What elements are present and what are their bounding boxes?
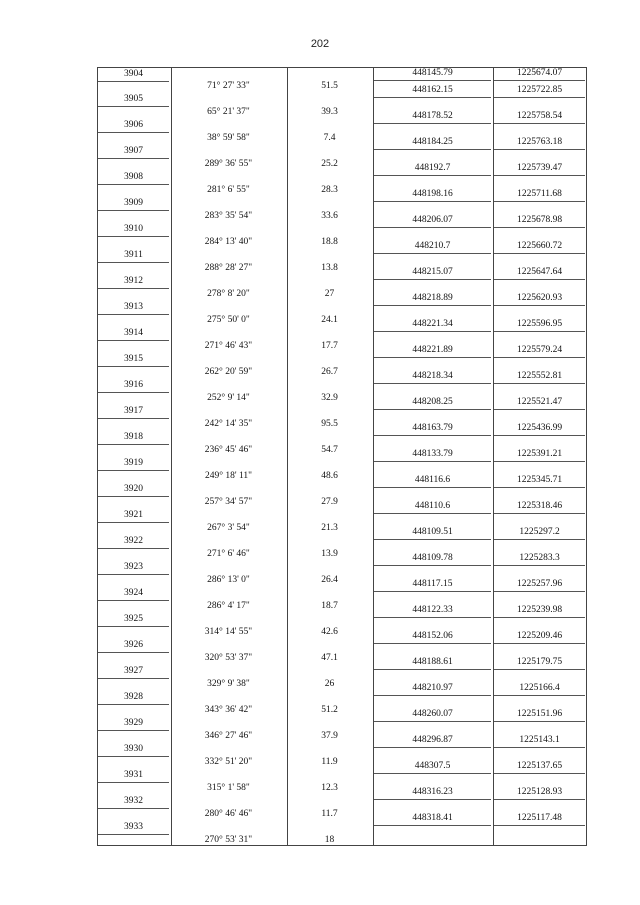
direction-angle: 315° 1' 58"	[207, 783, 250, 793]
point-number: 3917	[98, 405, 169, 419]
direction-angle: 320° 53' 37"	[204, 653, 253, 663]
table-row	[98, 418, 586, 444]
x-coordinate: 448218.89	[374, 292, 491, 306]
x-coordinate: 448307.5	[374, 760, 491, 774]
table-row	[98, 158, 586, 184]
x-coordinate	[374, 838, 491, 852]
x-coordinate: 448208.25	[374, 396, 491, 410]
direction-angle: 267° 3' 54"	[207, 523, 250, 533]
distance: 18.7	[321, 601, 338, 611]
point-number: 3905	[98, 93, 169, 107]
x-coordinate: 448184.25	[374, 136, 491, 150]
y-coordinate: 1225763.18	[494, 136, 585, 150]
distance: 13.8	[321, 263, 338, 273]
distance: 27	[324, 289, 335, 299]
distance: 11.9	[321, 757, 338, 767]
table-row	[98, 132, 586, 158]
x-coordinate: 448318.41	[374, 812, 491, 826]
y-coordinate: 1225552.81	[494, 370, 585, 384]
table-row	[98, 496, 586, 522]
direction-angle: 280° 46' 46"	[204, 809, 253, 819]
direction-angle: 38° 59' 58"	[207, 133, 250, 143]
point-number: 3915	[98, 353, 169, 367]
x-coordinate: 448152.06	[374, 630, 491, 644]
direction-angle: 71° 27' 33"	[207, 81, 250, 91]
table-row	[98, 704, 586, 730]
distance: 13.9	[321, 549, 338, 559]
table-row	[98, 106, 586, 132]
point-number: 3911	[98, 249, 169, 263]
distance: 26.7	[321, 367, 338, 377]
y-coordinate: 1225678.98	[494, 214, 585, 228]
table-row	[98, 756, 586, 782]
y-coordinate: 1225647.64	[494, 266, 585, 280]
direction-angle: 65° 21' 37"	[207, 107, 250, 117]
distance: 21.3	[321, 523, 338, 533]
y-coordinate: 1225128.93	[494, 786, 585, 800]
direction-angle: 346° 27' 46"	[204, 731, 253, 741]
point-number: 3929	[98, 717, 169, 731]
x-coordinate: 448260.07	[374, 708, 491, 722]
direction-angle: 271° 46' 43"	[204, 341, 253, 351]
y-coordinate: 1225620.93	[494, 292, 585, 306]
y-coordinate: 1225209.46	[494, 630, 585, 644]
direction-angle: 288° 28' 27"	[204, 263, 253, 273]
y-coordinate: 1225179.75	[494, 656, 585, 670]
table-row	[98, 366, 586, 392]
distance: 24.1	[321, 315, 338, 325]
x-coordinate: 448116.6	[374, 474, 491, 488]
y-coordinate: 1225137.65	[494, 760, 585, 774]
table-row	[98, 626, 586, 652]
table-row	[98, 80, 586, 106]
y-coordinate: 1225711.68	[494, 188, 585, 202]
direction-angle: 262° 20' 59"	[204, 367, 253, 377]
distance: 26	[324, 679, 335, 689]
distance: 18	[324, 835, 335, 845]
y-coordinate: 1225151.96	[494, 708, 585, 722]
point-number: 3907	[98, 145, 169, 159]
x-coordinate: 448109.51	[374, 526, 491, 540]
direction-angle: 278° 8' 20"	[207, 289, 250, 299]
x-coordinate: 448215.07	[374, 266, 491, 280]
table-row	[98, 652, 586, 678]
x-coordinate: 448198.16	[374, 188, 491, 202]
direction-angle: 289° 36' 55"	[204, 159, 253, 169]
y-coordinate: 1225143.1	[494, 734, 585, 748]
point-number: 3918	[98, 431, 169, 445]
y-coordinate: 1225166.4	[494, 682, 585, 696]
distance: 37.9	[321, 731, 338, 741]
point-number: 3904	[98, 68, 169, 82]
x-coordinate: 448316.23	[374, 786, 491, 800]
point-number: 3920	[98, 483, 169, 497]
point-number: 3925	[98, 613, 169, 627]
distance: 54.7	[321, 445, 338, 455]
y-coordinate: 1225117.48	[494, 812, 585, 826]
distance: 42.6	[321, 627, 338, 637]
point-number: 3921	[98, 509, 169, 523]
direction-angle: 286° 4' 17"	[207, 601, 250, 611]
direction-angle: 343° 36' 42"	[204, 705, 253, 715]
x-coordinate: 448162.15	[374, 84, 491, 98]
y-coordinate: 1225660.72	[494, 240, 585, 254]
y-coordinate: 1225758.54	[494, 110, 585, 124]
table-row	[98, 600, 586, 626]
direction-angle: 329° 9' 38"	[207, 679, 250, 689]
x-coordinate: 448218.34	[374, 370, 491, 384]
table-row	[98, 730, 586, 756]
distance: 33.6	[321, 211, 338, 221]
x-coordinate: 448109.78	[374, 552, 491, 566]
direction-angle: 314° 14' 55"	[204, 627, 253, 637]
table-row	[98, 288, 586, 314]
point-number: 3931	[98, 769, 169, 783]
point-number: 3933	[98, 821, 169, 835]
point-number: 3922	[98, 535, 169, 549]
table-row	[98, 470, 586, 496]
point-number: 3909	[98, 197, 169, 211]
x-coordinate: 448192.7	[374, 162, 491, 176]
distance: 39.3	[321, 107, 338, 117]
point-number: 3923	[98, 561, 169, 575]
table-row	[98, 184, 586, 210]
x-coordinate: 448210.97	[374, 682, 491, 696]
distance: 12.3	[321, 783, 338, 793]
y-coordinate: 1225283.3	[494, 552, 585, 566]
table-row	[98, 782, 586, 808]
direction-angle: 236° 45' 46"	[204, 445, 253, 455]
y-coordinate: 1225436.99	[494, 422, 585, 436]
direction-angle: 257° 34' 57"	[204, 497, 253, 507]
point-number: 3914	[98, 327, 169, 341]
table-row	[98, 574, 586, 600]
table-row	[98, 392, 586, 418]
distance: 18.8	[321, 237, 338, 247]
coordinates-table	[97, 67, 587, 846]
x-coordinate: 448206.07	[374, 214, 491, 228]
distance: 95.5	[321, 419, 338, 429]
distance: 25.2	[321, 159, 338, 169]
y-coordinate	[494, 838, 585, 852]
y-coordinate: 1225579.24	[494, 344, 585, 358]
point-number: 3906	[98, 119, 169, 133]
x-coordinate: 448122.33	[374, 604, 491, 618]
y-coordinate: 1225739.47	[494, 162, 585, 176]
x-coordinate: 448163.79	[374, 422, 491, 436]
direction-angle: 283° 35' 54"	[204, 211, 253, 221]
x-coordinate: 448133.79	[374, 448, 491, 462]
point-number	[98, 847, 169, 861]
x-coordinate: 448221.89	[374, 344, 491, 358]
y-coordinate: 1225596.95	[494, 318, 585, 332]
direction-angle: 252° 9' 14"	[207, 393, 250, 403]
x-coordinate: 448117.15	[374, 578, 491, 592]
table-row	[98, 210, 586, 236]
direction-angle: 275° 50' 0"	[207, 315, 250, 325]
distance: 11.7	[321, 809, 338, 819]
table-row	[98, 548, 586, 574]
direction-angle: 281° 6' 55"	[207, 185, 250, 195]
table-row	[98, 808, 586, 834]
distance: 27.9	[321, 497, 338, 507]
x-coordinate: 448296.87	[374, 734, 491, 748]
x-coordinate: 448178.52	[374, 110, 491, 124]
y-coordinate: 1225391.21	[494, 448, 585, 462]
distance: 26.4	[321, 575, 338, 585]
table-row	[98, 262, 586, 288]
point-number: 3919	[98, 457, 169, 471]
table-row	[98, 314, 586, 340]
point-number: 3910	[98, 223, 169, 237]
point-number: 3926	[98, 639, 169, 653]
point-number: 3932	[98, 795, 169, 809]
table-row	[98, 236, 586, 262]
table-row	[98, 444, 586, 470]
x-coordinate: 448145.79	[374, 67, 491, 81]
direction-angle: 249° 18' 11"	[204, 471, 253, 481]
y-coordinate: 1225297.2	[494, 526, 585, 540]
y-coordinate: 1225239.98	[494, 604, 585, 618]
distance: 28.3	[321, 185, 338, 195]
page-number: 202	[310, 38, 330, 50]
y-coordinate: 1225318.46	[494, 500, 585, 514]
point-number: 3924	[98, 587, 169, 601]
point-number: 3916	[98, 379, 169, 393]
table-row	[98, 834, 586, 860]
table-row	[98, 340, 586, 366]
distance: 17.7	[321, 341, 338, 351]
direction-angle: 286° 13' 0"	[207, 575, 250, 585]
y-coordinate: 1225722.85	[494, 84, 585, 98]
x-coordinate: 448210.7	[374, 240, 491, 254]
y-coordinate: 1225521.47	[494, 396, 585, 410]
point-number: 3912	[98, 275, 169, 289]
direction-angle: 270° 53' 31"	[204, 835, 253, 845]
direction-angle: 271° 6' 46"	[207, 549, 250, 559]
point-number: 3928	[98, 691, 169, 705]
x-coordinate: 448221.34	[374, 318, 491, 332]
distance: 48.6	[321, 471, 338, 481]
distance: 51.2	[321, 705, 338, 715]
point-number: 3913	[98, 301, 169, 315]
y-coordinate: 1225257.96	[494, 578, 585, 592]
direction-angle: 242° 14' 35"	[204, 419, 253, 429]
direction-angle: 284° 13' 40"	[204, 237, 253, 247]
direction-angle: 332° 51' 20"	[204, 757, 253, 767]
point-number: 3930	[98, 743, 169, 757]
distance: 47.1	[321, 653, 338, 663]
x-coordinate: 448110.6	[374, 500, 491, 514]
x-coordinate: 448188.61	[374, 656, 491, 670]
y-coordinate: 1225674.07	[494, 67, 585, 81]
table-row	[98, 522, 586, 548]
distance: 51.5	[321, 81, 338, 91]
point-number: 3908	[98, 171, 169, 185]
distance: 7.4	[323, 133, 336, 143]
distance: 32.9	[321, 393, 338, 403]
table-row	[98, 678, 586, 704]
point-number: 3927	[98, 665, 169, 679]
y-coordinate: 1225345.71	[494, 474, 585, 488]
